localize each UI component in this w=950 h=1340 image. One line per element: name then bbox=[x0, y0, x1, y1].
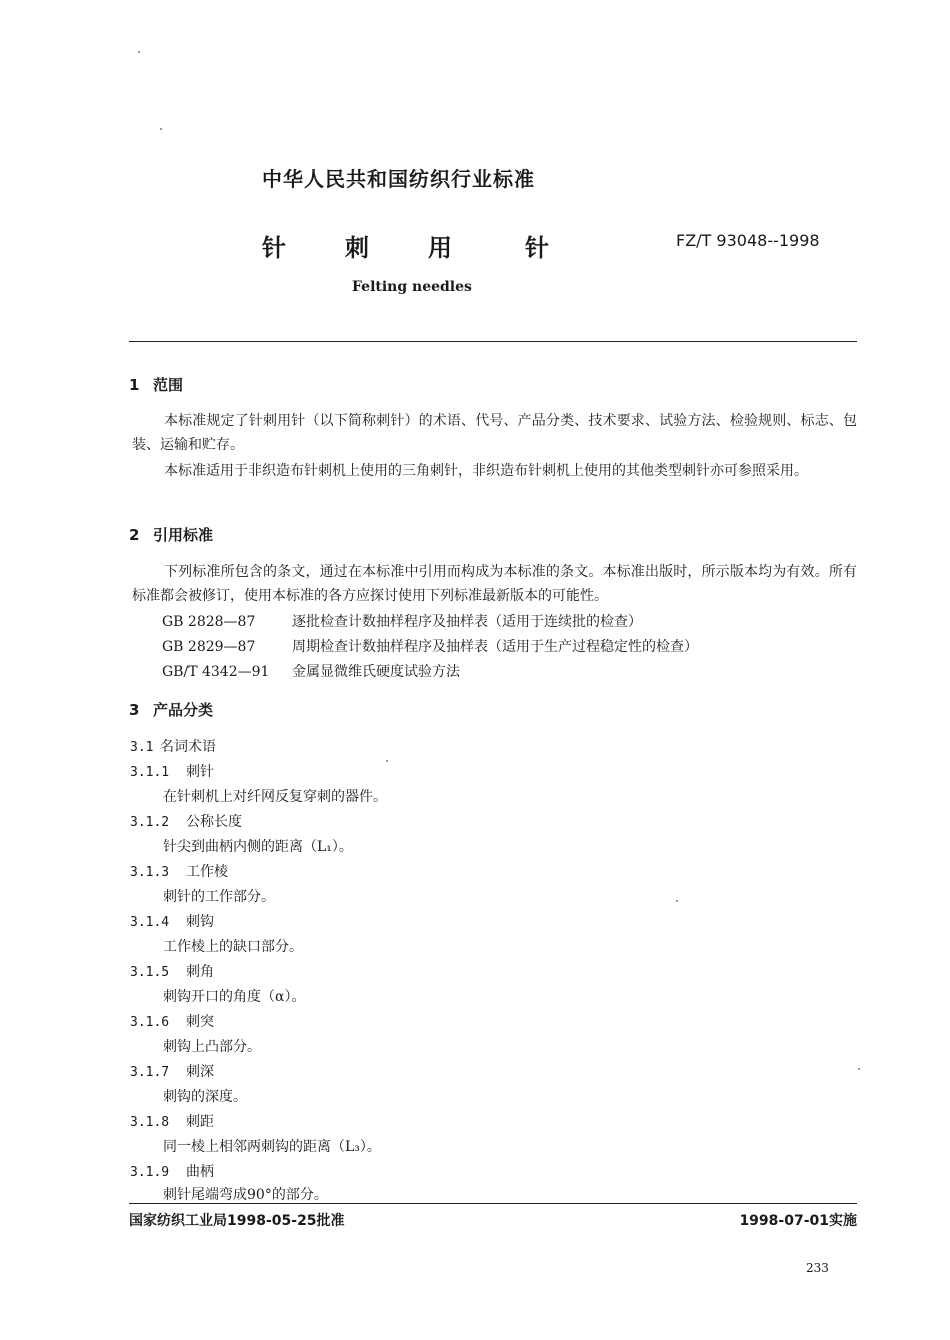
title-char-4: 针 bbox=[525, 234, 549, 262]
term-item bbox=[130, 911, 214, 931]
term-item bbox=[130, 961, 214, 981]
scan-speck bbox=[138, 51, 140, 53]
scan-speck bbox=[676, 900, 678, 902]
footer-divider bbox=[129, 1203, 857, 1204]
reference-item bbox=[162, 611, 642, 631]
term-name: 刺距 bbox=[186, 1114, 214, 1130]
term-item bbox=[130, 1111, 214, 1131]
term-name: 曲柄 bbox=[186, 1164, 214, 1180]
section-title: 范围 bbox=[153, 376, 184, 394]
section-number: 1 bbox=[129, 376, 140, 394]
section-2-heading bbox=[129, 524, 213, 545]
term-name: 刺针 bbox=[186, 764, 214, 780]
reference-code: GB 2829—87 bbox=[162, 639, 256, 655]
term-item bbox=[130, 761, 214, 781]
section-1-paragraph-1: 本标准规定了针刺用针（以下简称刺针）的术语、代号、产品分类、技术要求、试验方法、检验规则、标志、包装、运输和贮存。 bbox=[132, 413, 857, 453]
reference-item bbox=[162, 636, 698, 656]
standard-number: FZ/T 93048--1998 bbox=[676, 231, 820, 250]
title-char-1: 针 bbox=[262, 234, 286, 262]
section-1-paragraph-2: 本标准适用于非织造布针刺机上使用的三角刺针，非织造布针刺机上使用的其他类型刺针亦可参照采用。 bbox=[164, 463, 808, 479]
term-name: 刺突 bbox=[186, 1014, 214, 1030]
reference-title: 逐批检查计数抽样程序及抽样表（适用于连续批的检查） bbox=[292, 614, 642, 630]
reference-item bbox=[162, 661, 460, 681]
term-definition: 同一棱上相邻两刺钩的距离（L₃）。 bbox=[163, 1139, 381, 1155]
subsection-title: 名词术语 bbox=[160, 739, 216, 755]
term-definition: 刺针尾端弯成90°的部分。 bbox=[163, 1187, 328, 1203]
term-number: 3.1.2 bbox=[130, 815, 170, 830]
subsection-number: 3.1 bbox=[130, 740, 154, 755]
term-name: 刺角 bbox=[186, 964, 214, 980]
term-number: 3.1.3 bbox=[130, 865, 170, 880]
term-item bbox=[130, 861, 228, 881]
term-number: 3.1.8 bbox=[130, 1115, 170, 1130]
term-definition: 针尖到曲柄内侧的距离（L₁）。 bbox=[163, 839, 353, 855]
term-definition: 刺针的工作部分。 bbox=[163, 889, 275, 905]
term-item bbox=[130, 1061, 214, 1081]
reference-code: GB/T 4342—91 bbox=[162, 664, 270, 680]
term-number: 3.1.5 bbox=[130, 965, 170, 980]
section-number: 3 bbox=[129, 701, 140, 719]
implementation-date: 1998-07-01实施 bbox=[739, 1213, 857, 1229]
reference-title: 金属显微维氏硬度试验方法 bbox=[292, 664, 460, 680]
title-char-3: 用 bbox=[428, 234, 452, 262]
page-number: 233 bbox=[806, 1261, 829, 1275]
term-definition: 刺钩的深度。 bbox=[163, 1089, 247, 1105]
term-definition: 刺钩开口的角度（α）。 bbox=[163, 989, 306, 1005]
header-divider bbox=[129, 341, 857, 342]
title-char-2: 刺 bbox=[345, 234, 369, 262]
term-number: 3.1.1 bbox=[130, 765, 170, 780]
term-number: 3.1.9 bbox=[130, 1165, 170, 1180]
term-definition: 在针刺机上对纤网反复穿刺的器件。 bbox=[163, 789, 387, 805]
term-definition: 工作棱上的缺口部分。 bbox=[163, 939, 303, 955]
term-item bbox=[130, 811, 242, 831]
term-name: 公称长度 bbox=[186, 814, 242, 830]
scan-speck bbox=[386, 760, 388, 762]
english-title: Felting needles bbox=[352, 279, 472, 295]
term-number: 3.1.7 bbox=[130, 1065, 170, 1080]
reference-title: 周期检查计数抽样程序及抽样表（适用于生产过程稳定性的检查） bbox=[292, 639, 698, 655]
term-name: 工作棱 bbox=[186, 864, 228, 880]
subsection-3-1 bbox=[130, 736, 216, 756]
term-number: 3.1.4 bbox=[130, 915, 170, 930]
section-number: 2 bbox=[129, 526, 140, 544]
issuing-organization: 中华人民共和国纺织行业标准 bbox=[262, 167, 535, 191]
term-item bbox=[130, 1161, 214, 1181]
scan-speck bbox=[160, 128, 162, 130]
term-item bbox=[130, 1011, 214, 1031]
scan-speck bbox=[858, 1068, 860, 1070]
term-name: 刺深 bbox=[186, 1064, 214, 1080]
reference-code: GB 2828—87 bbox=[162, 614, 256, 630]
section-title: 引用标准 bbox=[153, 526, 214, 544]
section-1-heading bbox=[129, 374, 183, 395]
term-name: 刺钩 bbox=[186, 914, 214, 930]
approval-note: 国家纺织工业局1998-05-25批准 bbox=[129, 1213, 345, 1229]
term-definition: 刺钩上凸部分。 bbox=[163, 1039, 261, 1055]
section-2-paragraph: 下列标准所包含的条文，通过在本标准中引用而构成为本标准的条文。本标准出版时，所示版本均为有效。所有标准都会被修订，使用本标准的各方应探讨使用下列标准最新版本的可能性。 bbox=[132, 564, 857, 604]
term-number: 3.1.6 bbox=[130, 1015, 170, 1030]
section-title: 产品分类 bbox=[153, 701, 214, 719]
section-3-heading bbox=[129, 699, 213, 720]
